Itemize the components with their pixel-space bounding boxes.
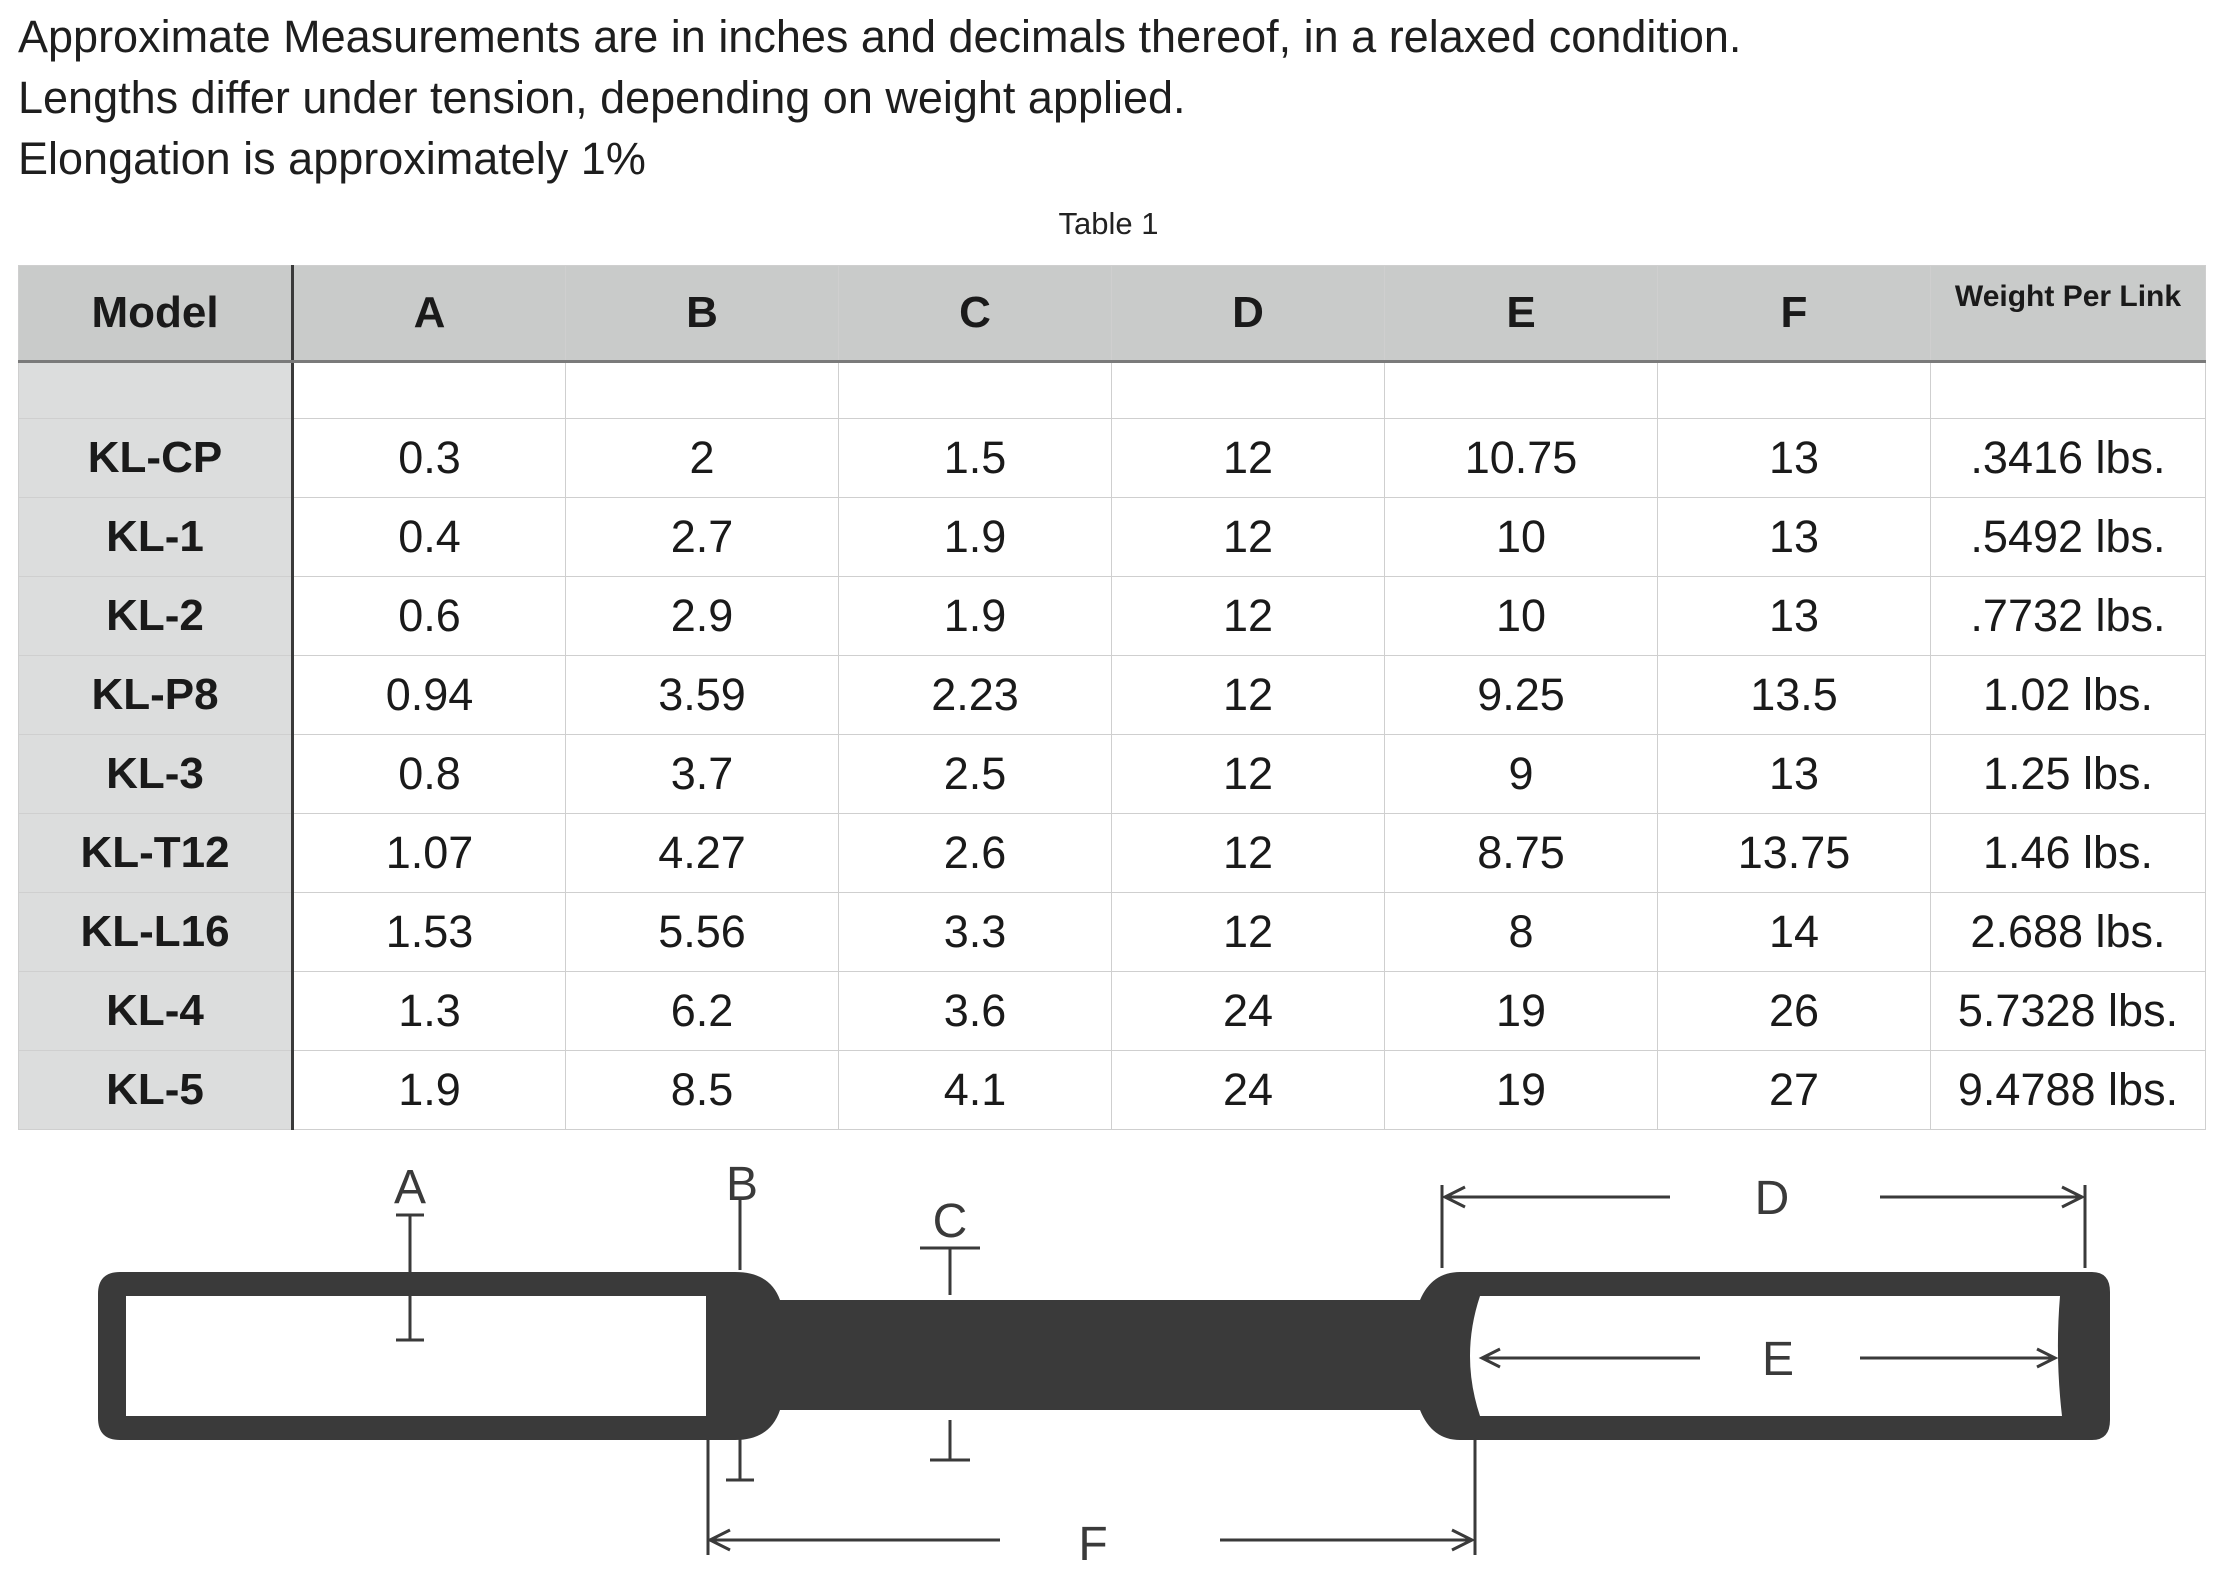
cell-model: KL-5 <box>19 1051 293 1130</box>
cell-f: 13 <box>1658 498 1931 577</box>
table-header-row <box>19 266 2206 362</box>
cell-weight: .3416 lbs. <box>1931 419 2206 498</box>
cell-b: 8.5 <box>566 1051 839 1130</box>
cell-model: KL-2 <box>19 577 293 656</box>
label-b: B <box>725 1158 759 1211</box>
link-diagram <box>0 1140 2217 1579</box>
spacer-cell <box>1658 362 1931 419</box>
header-d: D <box>1112 266 1385 362</box>
cell-c: 1.5 <box>839 419 1112 498</box>
spacer-cell <box>1385 362 1658 419</box>
spacer-cell <box>1112 362 1385 419</box>
spacer-cell <box>566 362 839 419</box>
cell-f: 13 <box>1658 735 1931 814</box>
cell-a: 0.94 <box>293 656 566 735</box>
cell-c: 3.6 <box>839 972 1112 1051</box>
cell-f: 13.75 <box>1658 814 1931 893</box>
table-row <box>19 893 2206 972</box>
cell-d: 24 <box>1112 1051 1385 1130</box>
cell-a: 1.3 <box>293 972 566 1051</box>
cell-a: 0.4 <box>293 498 566 577</box>
table-row <box>19 972 2206 1051</box>
cell-c: 2.5 <box>839 735 1112 814</box>
cell-c: 4.1 <box>839 1051 1112 1130</box>
table-row <box>19 735 2206 814</box>
cell-c: 2.6 <box>839 814 1112 893</box>
cell-d: 12 <box>1112 419 1385 498</box>
cell-b: 6.2 <box>566 972 839 1051</box>
cell-e: 10.75 <box>1385 419 1658 498</box>
cell-f: 13 <box>1658 577 1931 656</box>
table-row <box>19 814 2206 893</box>
cell-model: KL-3 <box>19 735 293 814</box>
cell-c: 2.23 <box>839 656 1112 735</box>
label-c: C <box>932 1195 968 1248</box>
intro-line-measurements: Approximate Measurements are in inches and decimals thereof, in a relaxed condition. <box>18 11 1742 62</box>
cell-e: 9.25 <box>1385 656 1658 735</box>
intro-text <box>18 6 1741 189</box>
intro-line-elongation: Elongation is approximately 1% <box>18 133 646 184</box>
cell-b: 2.9 <box>566 577 839 656</box>
table-row <box>19 498 2206 577</box>
header-weight: Weight Per Link <box>1931 266 2206 362</box>
table-caption: Table 1 <box>1058 206 1159 241</box>
cell-weight: .7732 lbs. <box>1931 577 2206 656</box>
cell-a: 1.53 <box>293 893 566 972</box>
cell-e: 10 <box>1385 577 1658 656</box>
cell-d: 12 <box>1112 814 1385 893</box>
label-a: A <box>393 1161 427 1214</box>
cell-d: 12 <box>1112 735 1385 814</box>
cell-b: 4.27 <box>566 814 839 893</box>
label-d: D <box>1754 1172 1790 1225</box>
cell-e: 19 <box>1385 972 1658 1051</box>
cell-weight: 5.7328 lbs. <box>1931 972 2206 1051</box>
cell-weight: 2.688 lbs. <box>1931 893 2206 972</box>
spacer-cell <box>19 362 293 419</box>
link-outline <box>98 1272 2110 1440</box>
intro-line-tension: Lengths differ under tension, depending on weight applied. <box>18 72 1186 123</box>
cell-model: KL-T12 <box>19 814 293 893</box>
spacer-cell <box>839 362 1112 419</box>
chain-link <box>98 1272 2110 1440</box>
cell-d: 24 <box>1112 972 1385 1051</box>
cell-d: 12 <box>1112 893 1385 972</box>
cell-a: 1.9 <box>293 1051 566 1130</box>
cell-model: KL-4 <box>19 972 293 1051</box>
header-model: Model <box>19 266 293 362</box>
cell-weight: .5492 lbs. <box>1931 498 2206 577</box>
cell-weight: 1.46 lbs. <box>1931 814 2206 893</box>
table-spacer-row <box>19 362 2206 419</box>
header-f: F <box>1658 266 1931 362</box>
header-e: E <box>1385 266 1658 362</box>
cell-weight: 9.4788 lbs. <box>1931 1051 2206 1130</box>
cell-d: 12 <box>1112 498 1385 577</box>
cell-f: 13 <box>1658 419 1931 498</box>
label-e: E <box>1761 1333 1795 1386</box>
cell-c: 1.9 <box>839 498 1112 577</box>
cell-b: 2 <box>566 419 839 498</box>
cell-a: 0.6 <box>293 577 566 656</box>
cell-a: 0.8 <box>293 735 566 814</box>
cell-f: 27 <box>1658 1051 1931 1130</box>
cell-d: 12 <box>1112 577 1385 656</box>
cell-b: 5.56 <box>566 893 839 972</box>
label-f: F <box>1078 1518 1108 1571</box>
cell-d: 12 <box>1112 656 1385 735</box>
cell-e: 9 <box>1385 735 1658 814</box>
measurements-table <box>18 265 2206 1130</box>
header-a: A <box>293 266 566 362</box>
cell-b: 3.7 <box>566 735 839 814</box>
table-row <box>19 577 2206 656</box>
cell-e: 10 <box>1385 498 1658 577</box>
cell-a: 0.3 <box>293 419 566 498</box>
header-b: B <box>566 266 839 362</box>
table-row <box>19 656 2206 735</box>
cell-f: 26 <box>1658 972 1931 1051</box>
cell-a: 1.07 <box>293 814 566 893</box>
cell-e: 8 <box>1385 893 1658 972</box>
table-row <box>19 1051 2206 1130</box>
cell-weight: 1.25 lbs. <box>1931 735 2206 814</box>
cell-model: KL-CP <box>19 419 293 498</box>
cell-c: 3.3 <box>839 893 1112 972</box>
spacer-cell <box>293 362 566 419</box>
cell-weight: 1.02 lbs. <box>1931 656 2206 735</box>
cell-e: 8.75 <box>1385 814 1658 893</box>
header-c: C <box>839 266 1112 362</box>
cell-b: 2.7 <box>566 498 839 577</box>
cell-f: 14 <box>1658 893 1931 972</box>
cell-model: KL-P8 <box>19 656 293 735</box>
cell-model: KL-L16 <box>19 893 293 972</box>
cell-f: 13.5 <box>1658 656 1931 735</box>
table-row <box>19 419 2206 498</box>
cell-e: 19 <box>1385 1051 1658 1130</box>
spacer-cell <box>1931 362 2206 419</box>
cell-b: 3.59 <box>566 656 839 735</box>
cell-model: KL-1 <box>19 498 293 577</box>
cell-c: 1.9 <box>839 577 1112 656</box>
